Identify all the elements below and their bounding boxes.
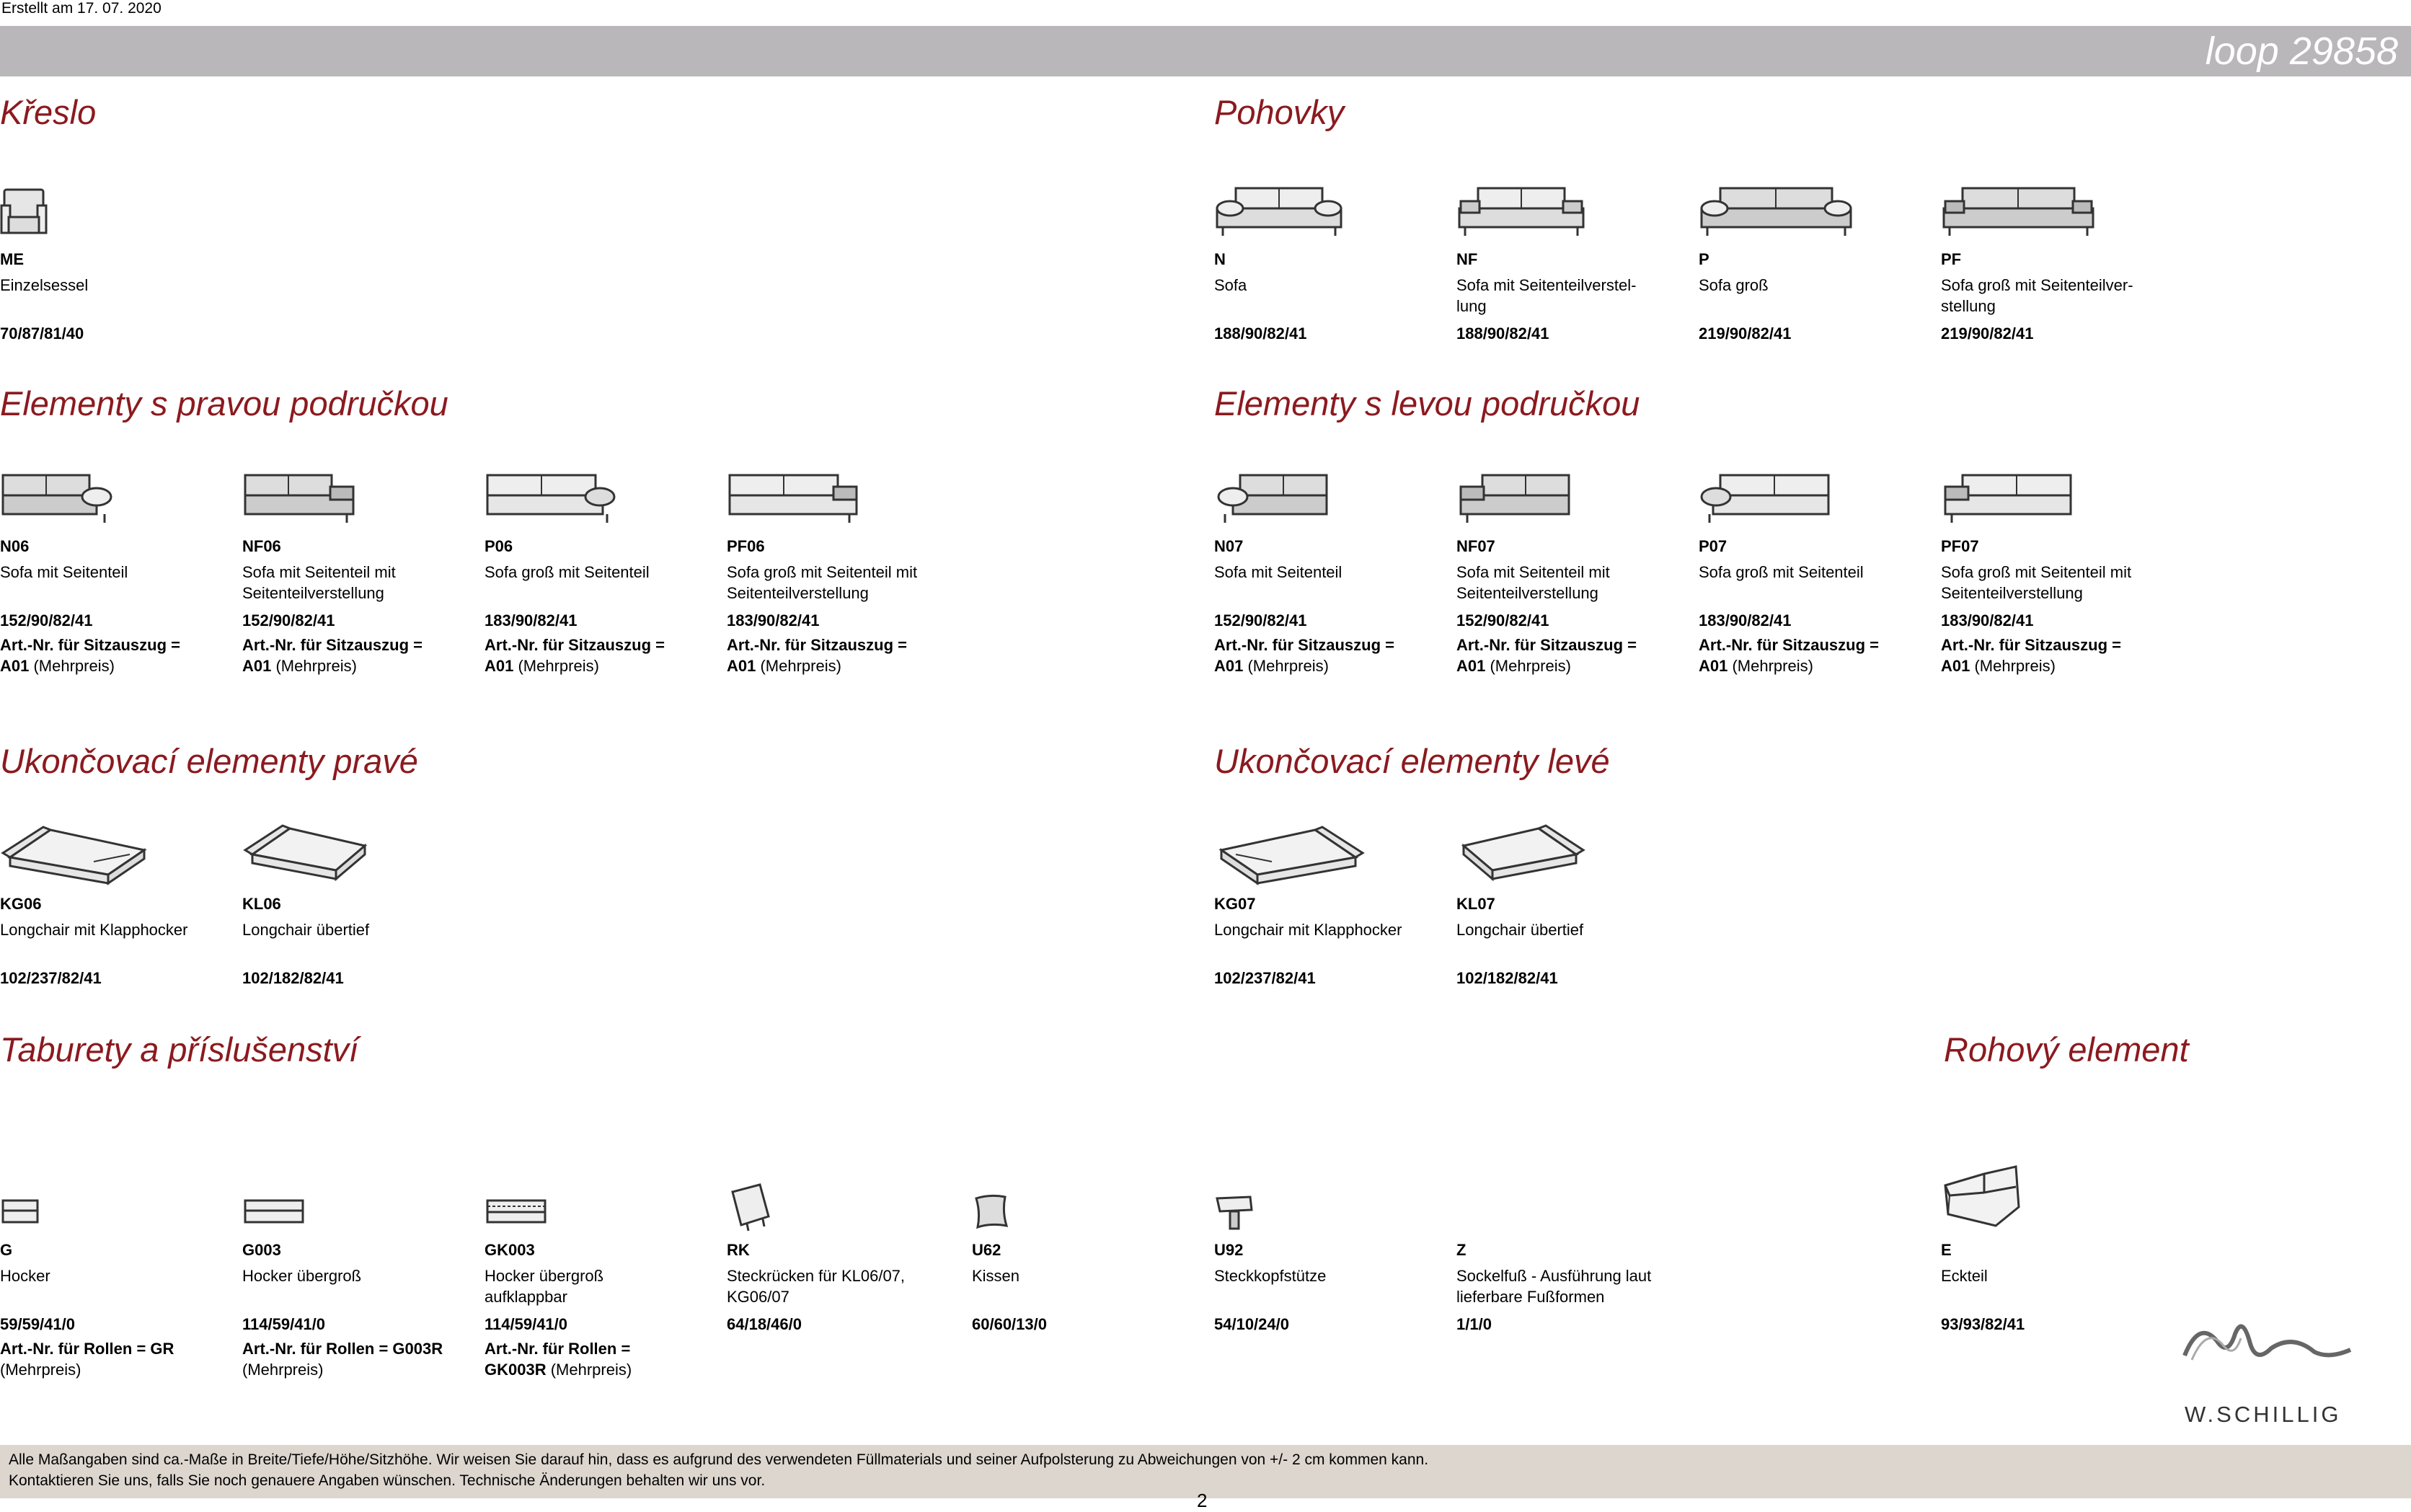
product-ME: ME Einzelsessel 70/87/81/40 bbox=[0, 173, 231, 344]
ottoman-storage-icon bbox=[485, 1164, 715, 1232]
longchair-deep-right-icon bbox=[242, 818, 473, 886]
sofa-large-icon bbox=[1699, 173, 1929, 242]
product-KG06: KG06 Longchair mit Klapphocker 102/237/82/41 bbox=[0, 818, 231, 989]
longchair-deep-left-icon bbox=[1456, 818, 1687, 886]
header-banner bbox=[0, 26, 2411, 76]
product-N07: N07 Sofa mit Seitenteil 152/90/82/41 Art.-Nr. für Sitzauszug = A01 (Mehrpreis) bbox=[1214, 460, 1445, 676]
product-E: E Eckteil 93/93/82/41 bbox=[1941, 1164, 2172, 1335]
section-title-prava: Elementy s pravou područkou bbox=[0, 384, 448, 423]
section-title-leva: Elementy s levou područkou bbox=[1214, 384, 1640, 423]
product-P07: P07 Sofa groß mit Seitenteil 183/90/82/41 Art.-Nr. für Sitzauszug = A01 (Mehrpreis) bbox=[1699, 460, 1929, 676]
ottoman-large-icon bbox=[242, 1164, 473, 1232]
created-date: Erstellt am 17. 07. 2020 bbox=[1, 0, 162, 17]
product-NF07: NF07 Sofa mit Seitenteil mit Seitenteilverstellung 152/90/82/41 Art.-Nr. für Sitzauszug = A01 (Mehrpreis) bbox=[1456, 460, 1687, 676]
product-U92: U92 Steckkopfstütze 54/10/24/0 bbox=[1214, 1164, 1445, 1335]
product-NF: NF Sofa mit Seitenteilverstel- lung 188/90/82/41 bbox=[1456, 173, 1687, 344]
product-N: N Sofa 188/90/82/41 bbox=[1214, 173, 1445, 344]
longchair-right-icon bbox=[0, 818, 231, 886]
sofa-large-right-arm-icon bbox=[485, 460, 715, 529]
armchair-icon bbox=[0, 173, 231, 242]
product-G: G Hocker 59/59/41/0 Art.-Nr. für Rollen = GR (Mehrpreis) bbox=[0, 1164, 231, 1380]
product-GK003: GK003 Hocker übergroß aufklappbar 114/59/41/0 Art.-Nr. für Rollen = GK003R (Mehrpreis) bbox=[485, 1164, 715, 1380]
base-foot-icon bbox=[1456, 1164, 1687, 1232]
product-P06: P06 Sofa groß mit Seitenteil 183/90/82/41 Art.-Nr. für Sitzauszug = A01 (Mehrpreis) bbox=[485, 460, 715, 676]
product-PF06: PF06 Sofa groß mit Seitenteil mit Seitenteilverstellung 183/90/82/41 Art.-Nr. für Sitzauszug = A01 (Mehrpreis) bbox=[727, 460, 957, 676]
longchair-left-icon bbox=[1214, 818, 1445, 886]
product-U62: U62 Kissen 60/60/13/0 bbox=[972, 1164, 1203, 1335]
footer-line-2: Kontaktieren Sie uns, falls Sie noch genauere Angaben wünschen. Technische Änderungen behalten wir uns vor. bbox=[9, 1472, 766, 1489]
product-Z: Z Sockelfuß - Ausführung laut lieferbare Fußformen 1/1/0 bbox=[1456, 1164, 1687, 1335]
brand-logo bbox=[2177, 1312, 2394, 1428]
page-number: 2 bbox=[1197, 1490, 1208, 1511]
sofa-large-right-arm-adjustable-icon bbox=[727, 460, 957, 529]
product-RK: RK Steckrücken für KL06/07, KG06/07 64/18/46/0 bbox=[727, 1164, 957, 1335]
footer-line-1: Alle Maßangaben sind ca.-Maße in Breite/Tiefe/Höhe/Sitzhöhe. Wir weisen Sie darauf hin, dass es aufgrund des verwendeten Füllmaterials und seiner Aufpolsterung zu Abweichungen von +/- 2 cm kommen kann. bbox=[9, 1451, 1429, 1468]
section-title-pohovky: Pohovky bbox=[1214, 93, 1345, 131]
section-title-rohovy: Rohový element bbox=[1944, 1030, 2189, 1069]
product-KL07: KL07 Longchair übertief 102/182/82/41 bbox=[1456, 818, 1687, 989]
ottoman-icon bbox=[0, 1164, 231, 1232]
section-title-ukon-leve: Ukončovací elementy levé bbox=[1214, 742, 1610, 780]
pillow-icon bbox=[972, 1164, 1203, 1232]
sofa-right-arm-adjustable-icon bbox=[242, 460, 473, 529]
signature-swirl-icon bbox=[2177, 1312, 2365, 1377]
sofa-large-left-arm-adjustable-icon bbox=[1941, 460, 2172, 529]
sofa-large-left-arm-icon bbox=[1699, 460, 1929, 529]
product-P: P Sofa groß 219/90/82/41 bbox=[1699, 173, 1929, 344]
product-KL06: KL06 Longchair übertief 102/182/82/41 bbox=[242, 818, 473, 989]
corner-element-icon bbox=[1941, 1164, 2172, 1232]
sofa-large-adjustable-icon bbox=[1941, 173, 2172, 242]
product-KG07: KG07 Longchair mit Klapphocker 102/237/82/41 bbox=[1214, 818, 1445, 989]
sofa-icon bbox=[1214, 173, 1445, 242]
sofa-left-arm-adjustable-icon bbox=[1456, 460, 1687, 529]
section-title-taburety: Taburety a příslušenství bbox=[0, 1030, 359, 1069]
product-NF06: NF06 Sofa mit Seitenteil mit Seitenteilverstellung 152/90/82/41 Art.-Nr. für Sitzauszug = A01 (Mehrpreis) bbox=[242, 460, 473, 676]
product-N06: N06 Sofa mit Seitenteil 152/90/82/41 Art.-Nr. für Sitzauszug = A01 (Mehrpreis) bbox=[0, 460, 231, 676]
sofa-adjustable-icon bbox=[1456, 173, 1687, 242]
headrest-icon bbox=[1214, 1164, 1445, 1232]
product-PF: PF Sofa groß mit Seitenteilver- stellung 219/90/82/41 bbox=[1941, 173, 2172, 344]
section-title-kreslo: Křeslo bbox=[0, 93, 97, 131]
collection-title: loop 29858 bbox=[2205, 30, 2398, 73]
backrest-cushion-icon bbox=[727, 1164, 957, 1232]
product-G003: G003 Hocker übergroß 114/59/41/0 Art.-Nr. für Rollen = G003R (Mehrpreis) bbox=[242, 1164, 473, 1380]
sofa-left-arm-icon bbox=[1214, 460, 1445, 529]
product-PF07: PF07 Sofa groß mit Seitenteil mit Seitenteilverstellung 183/90/82/41 Art.-Nr. für Sitzauszug = A01 (Mehrpreis) bbox=[1941, 460, 2172, 676]
brand-name: W.SCHILLIG bbox=[2185, 1402, 2342, 1427]
section-title-ukon-prave: Ukončovací elementy pravé bbox=[0, 742, 418, 780]
sofa-right-arm-icon bbox=[0, 460, 231, 529]
